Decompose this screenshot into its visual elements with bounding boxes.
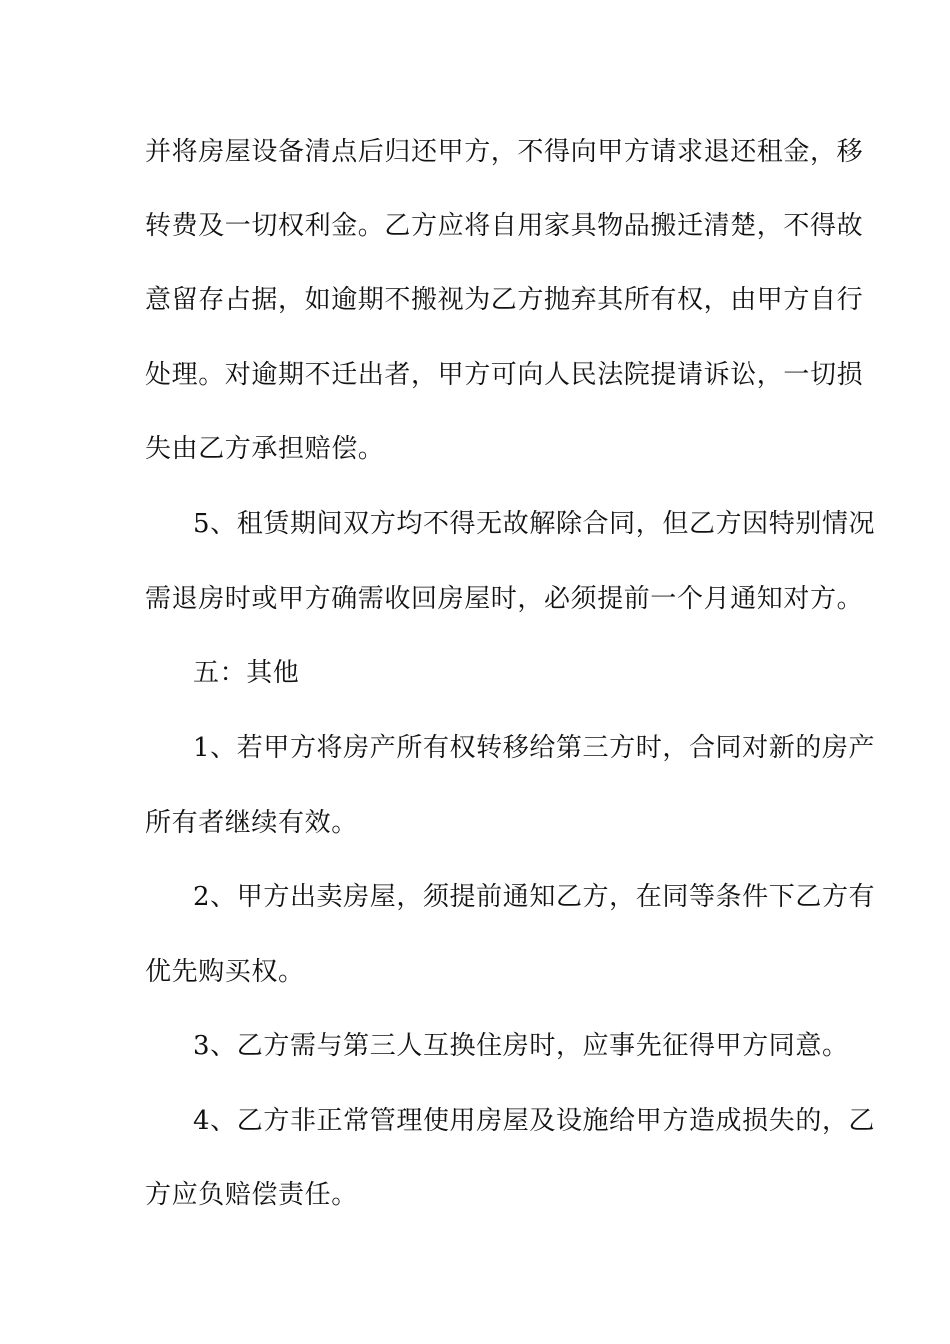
continuation-line-2: 转费及一切权利金。乙方应将自用家具物品搬迁清楚，不得故 <box>145 211 864 241</box>
continuation-line-3: 意留存占据，如逾期不搬视为乙方抛弃其所有权，由甲方自行 <box>145 285 864 315</box>
other-clause-1-line-1: 1、若甲方将房产所有权转移给第三方时，合同对新的房产 <box>193 733 876 763</box>
other-clause-2-line-1: 2、甲方出卖房屋，须提前通知乙方，在同等条件下乙方有 <box>193 882 876 912</box>
other-clause-1-line-2: 所有者继续有效。 <box>145 808 358 838</box>
clause-5-line-2: 需退房时或甲方确需收回房屋时，必须提前一个月通知对方。 <box>145 584 864 614</box>
other-clause-2-line-2: 优先购买权。 <box>145 957 305 987</box>
section-heading-other: 五：其他 <box>193 658 300 688</box>
continuation-line-4: 处理。对逾期不迁出者，甲方可向人民法院提请诉讼，一切损 <box>145 360 864 390</box>
clause-5-line-1: 5、租赁期间双方均不得无故解除合同，但乙方因特别情况 <box>193 509 876 539</box>
other-clause-3-line-1: 3、乙方需与第三人互换住房时，应事先征得甲方同意。 <box>193 1031 849 1061</box>
continuation-line-1: 并将房屋设备清点后归还甲方，不得向甲方请求退还租金，移 <box>145 137 864 167</box>
other-clause-4-line-2: 方应负赔偿责任。 <box>145 1180 358 1210</box>
other-clause-4-line-1: 4、乙方非正常管理使用房屋及设施给甲方造成损失的，乙 <box>193 1106 876 1136</box>
continuation-line-5: 失由乙方承担赔偿。 <box>145 434 385 464</box>
